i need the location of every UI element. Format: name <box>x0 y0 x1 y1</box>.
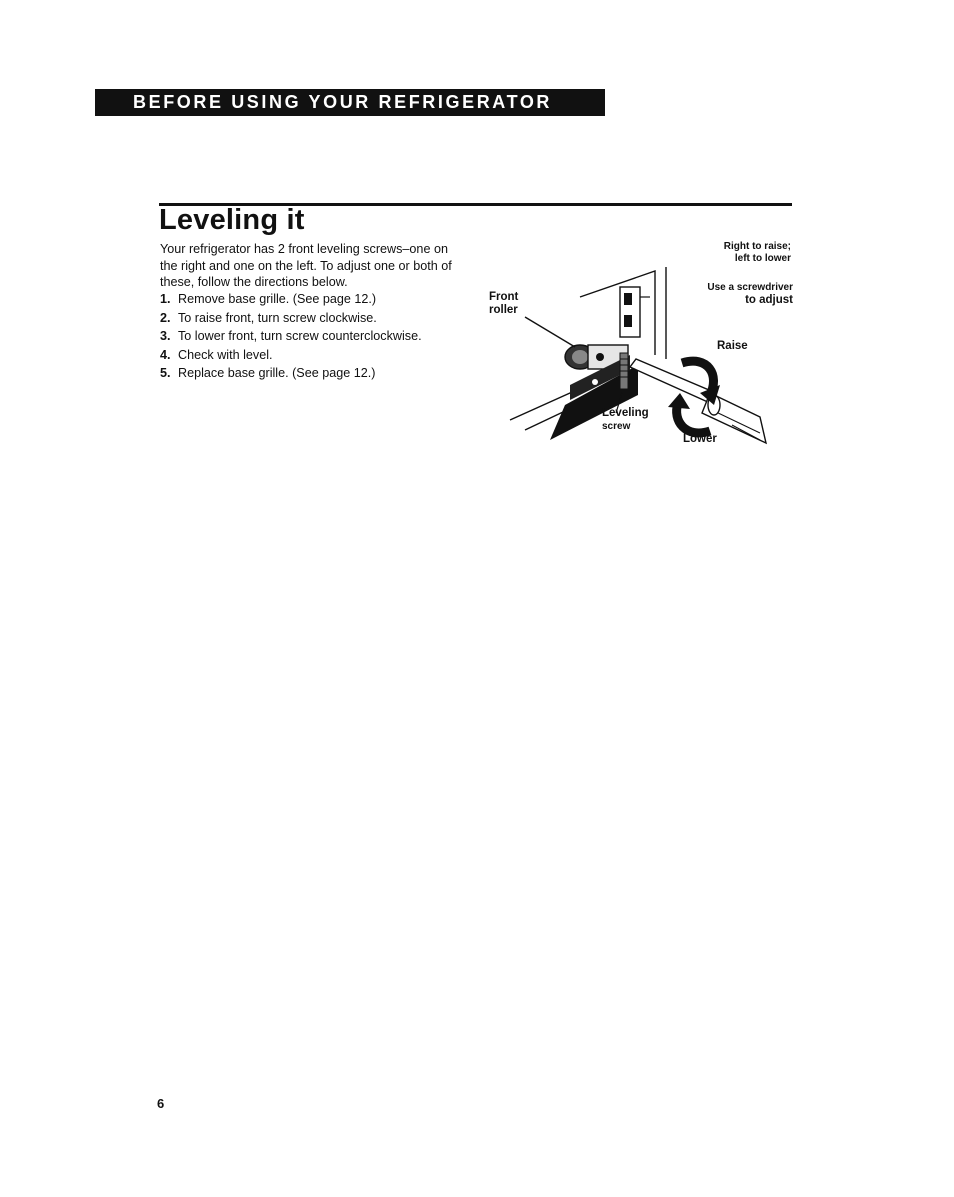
step-item <box>160 327 465 346</box>
step-text: Replace base grille. (See page 12.) <box>178 366 376 381</box>
step-number: 1. <box>160 292 171 306</box>
step-text: Check with level. <box>178 347 273 362</box>
page-title: Leveling it <box>159 204 305 236</box>
step-text: To raise front, turn screw clockwise. <box>178 310 377 325</box>
step-item <box>160 346 465 365</box>
step-number: 4. <box>160 347 171 362</box>
step-item <box>160 290 465 309</box>
lower-label: Lower <box>683 433 717 445</box>
screwdriver-label-line: Use a screwdriver <box>707 282 793 293</box>
front-roller-label-line: roller <box>489 304 518 316</box>
raise-label: Raise <box>717 340 748 352</box>
steps-list <box>160 290 465 383</box>
section-banner: BEFORE USING YOUR REFRIGERATOR <box>95 89 605 116</box>
front-roller-label <box>489 291 518 317</box>
step-item <box>160 364 465 383</box>
step-text: To lower front, turn screw counterclockwise. <box>178 329 422 344</box>
step-item <box>160 309 465 328</box>
screwdriver-label-line: to adjust <box>745 294 793 306</box>
front-roller-label-line: Front <box>489 291 519 303</box>
step-number: 3. <box>160 329 171 344</box>
intro-paragraph: Your refrigerator has 2 front leveling screws–one on the right and one on the left. To adjust one or both of these, follow the directions below. <box>160 242 452 289</box>
step-number: 2. <box>160 310 171 325</box>
leveling-screw-label-line: screw <box>602 421 631 432</box>
rotation-label-line: left to lower <box>734 253 791 264</box>
step-text: Remove base grille. (See page 12.) <box>178 292 377 306</box>
leveling-screw-label <box>602 407 649 433</box>
leveling-screw-label-line: Leveling <box>602 407 649 419</box>
page-number: 6 <box>157 1096 165 1111</box>
screwdriver-label <box>675 282 793 306</box>
leveling-illustration <box>470 235 800 460</box>
rotation-direction-label <box>675 241 791 265</box>
step-number: 5. <box>160 366 171 381</box>
rotation-label-line: Right to raise; <box>723 241 791 252</box>
